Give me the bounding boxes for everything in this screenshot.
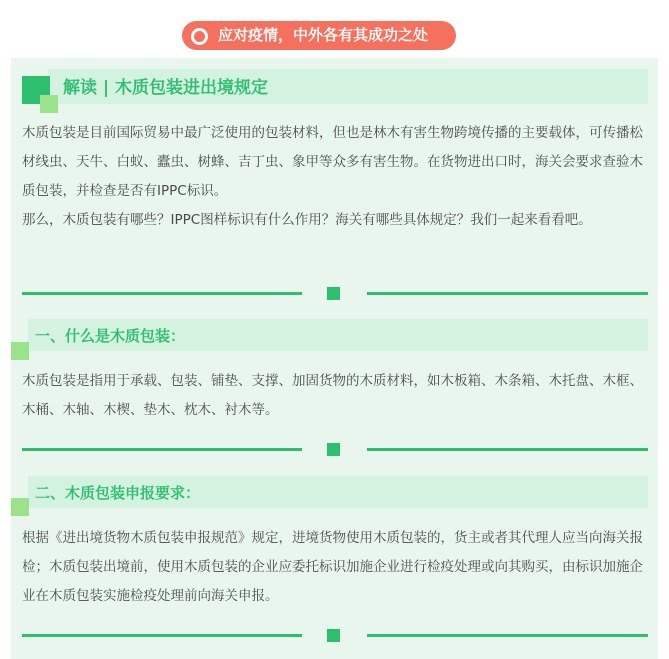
decor-square-light bbox=[11, 498, 29, 516]
section-body bbox=[22, 119, 648, 235]
paragraph: 那么，木质包装有哪些？IPPC图样标识有什么作用？海关有哪些具体规定？我们一起来看看吧。 bbox=[22, 212, 592, 228]
decor-square-light bbox=[11, 342, 29, 360]
divider-square bbox=[327, 629, 340, 642]
paragraph: 根据《进出境货物木质包装申报规范》规定，进境货物使用木质包装的，货主或者其代理人应当向海关报检；木质包装出境前，使用木质包装的企业应委托标识加施企业进行检疫处理或向其购买，由标识加施企业在木质包装实施检疫处理前向海关申报。 bbox=[22, 530, 643, 604]
paragraph: 木质包装是目前国际贸易中最广泛使用的包装材料，但也是林木有害生物跨境传播的主要载体，可传播松材线虫、天牛、白蚁、蠹虫、树蜂、吉丁虫、象甲等众多有害生物。在货物进出口时，海关会要求查验木质包装，并检查是否有IPPC标识。 bbox=[22, 125, 643, 199]
divider-square bbox=[327, 443, 340, 456]
section-heading: 一、什么是木质包装： bbox=[35, 327, 186, 345]
divider-line bbox=[22, 292, 302, 295]
paragraph: 木质包装是指用于承载、包装、铺垫、支撑、加固货物的木质材料，如木板箱、木条箱、木托盘、木框、木桶、木轴、木楔、垫木、枕木、衬木等。 bbox=[22, 373, 643, 418]
circle-icon bbox=[191, 28, 208, 45]
divider-line bbox=[367, 448, 648, 451]
section-heading: 解读 | 木质包装进出境规定 bbox=[63, 78, 269, 98]
decor-square-light bbox=[40, 95, 58, 113]
divider-line bbox=[367, 292, 648, 295]
divider-line bbox=[22, 634, 302, 637]
section-body bbox=[22, 367, 648, 425]
section-body bbox=[22, 524, 648, 611]
divider-square bbox=[327, 287, 340, 300]
banner-pill bbox=[182, 21, 456, 50]
section-heading: 二、木质包装申报要求： bbox=[35, 484, 201, 502]
divider-line bbox=[367, 634, 648, 637]
banner-title: 应对疫情，中外各有其成功之处 bbox=[218, 26, 429, 44]
divider-line bbox=[22, 448, 302, 451]
